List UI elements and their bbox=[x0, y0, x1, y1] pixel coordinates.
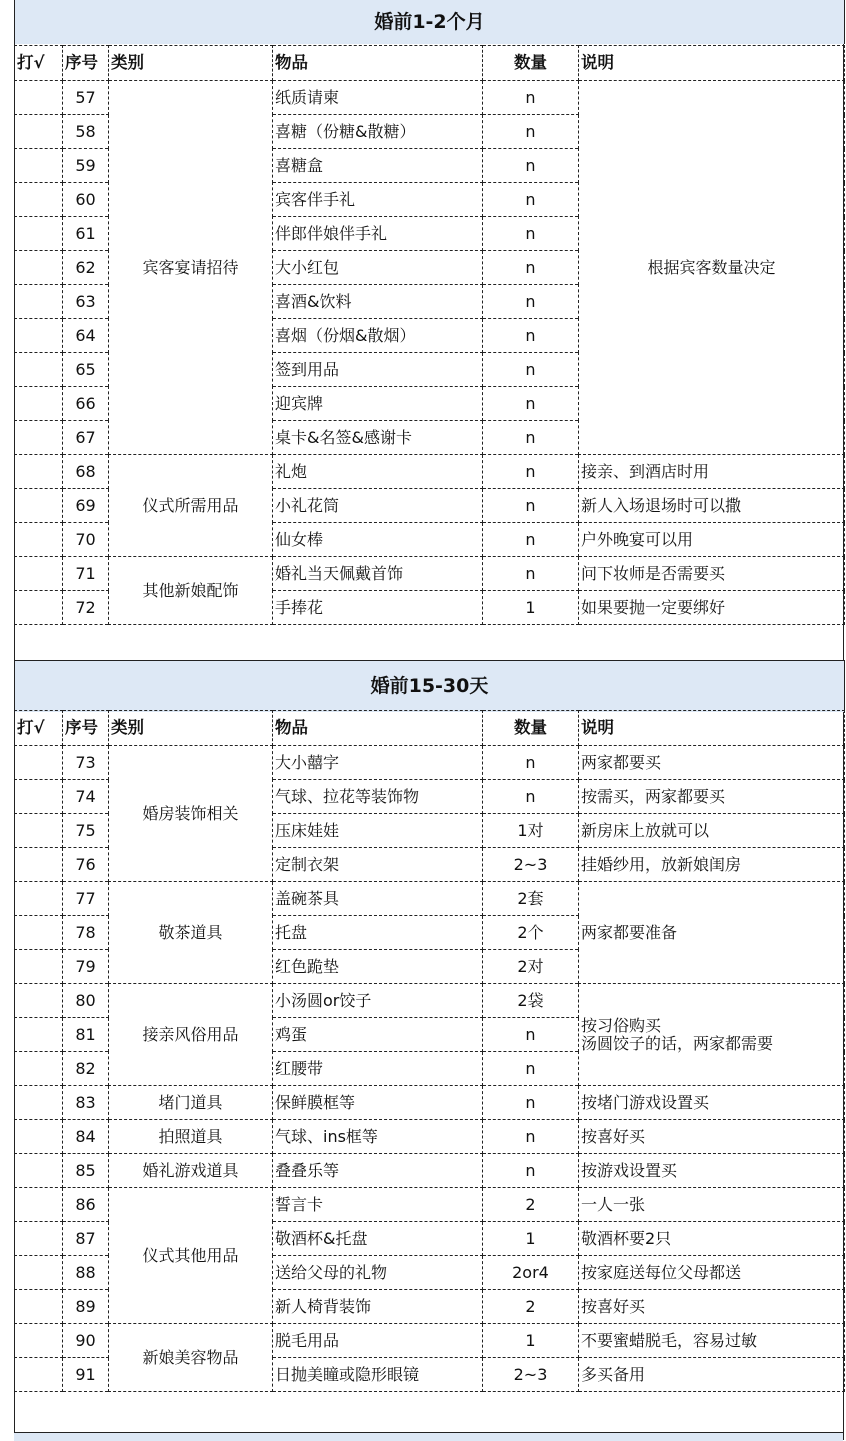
item-name: 纸质请柬 bbox=[273, 81, 483, 115]
item-number: 90 bbox=[63, 1324, 109, 1358]
item-number: 65 bbox=[63, 353, 109, 387]
group-note-line-2: 汤圆饺子的话，两家都需要 bbox=[581, 1033, 774, 1053]
item-quantity: 2~3 bbox=[483, 848, 579, 882]
checkbox-cell[interactable] bbox=[15, 780, 63, 814]
group-note: 两家都要准备 bbox=[581, 922, 678, 942]
checkbox-cell[interactable] bbox=[15, 950, 63, 984]
item-name: 誓言卡 bbox=[273, 1188, 483, 1222]
category-cell: 敬茶道具 bbox=[109, 882, 273, 984]
table-row bbox=[15, 1188, 845, 1222]
item-quantity: n bbox=[483, 421, 579, 455]
item-number: 89 bbox=[63, 1290, 109, 1324]
item-number: 86 bbox=[63, 1188, 109, 1222]
checkbox-cell[interactable] bbox=[15, 1188, 63, 1222]
category-cell: 仪式其他用品 bbox=[109, 1188, 273, 1324]
item-name: 气球、ins框等 bbox=[273, 1120, 483, 1154]
item-quantity: n bbox=[483, 780, 579, 814]
item-quantity: 2个 bbox=[483, 916, 579, 950]
number-header: 序号 bbox=[63, 711, 109, 746]
table-row bbox=[15, 1120, 845, 1154]
item-note: 一人一张 bbox=[579, 1188, 845, 1222]
checkbox-cell[interactable] bbox=[15, 353, 63, 387]
item-number: 58 bbox=[63, 115, 109, 149]
item-name: 红腰带 bbox=[273, 1052, 483, 1086]
checkbox-cell[interactable] bbox=[15, 557, 63, 591]
checkbox-cell[interactable] bbox=[15, 285, 63, 319]
item-number: 77 bbox=[63, 882, 109, 916]
section-title: 婚前15-30天 bbox=[14, 660, 845, 712]
note-header: 说明 bbox=[579, 711, 845, 746]
item-number: 72 bbox=[63, 591, 109, 625]
checklist-table bbox=[14, 710, 845, 1392]
item-number: 70 bbox=[63, 523, 109, 557]
item-quantity: 2~3 bbox=[483, 1358, 579, 1392]
checkbox-cell[interactable] bbox=[15, 1358, 63, 1392]
item-number: 62 bbox=[63, 251, 109, 285]
item-name: 喜糖盒 bbox=[273, 149, 483, 183]
category-cell: 其他新娘配饰 bbox=[109, 557, 273, 625]
number-header: 序号 bbox=[63, 46, 109, 81]
qty-header: 数量 bbox=[483, 711, 579, 746]
item-name: 定制衣架 bbox=[273, 848, 483, 882]
qty-header: 数量 bbox=[483, 46, 579, 81]
checkbox-cell[interactable] bbox=[15, 81, 63, 115]
table-row bbox=[15, 81, 845, 115]
item-number: 59 bbox=[63, 149, 109, 183]
checkbox-cell[interactable] bbox=[15, 421, 63, 455]
item-quantity: n bbox=[483, 115, 579, 149]
item-quantity: n bbox=[483, 1154, 579, 1188]
item-note: 多买备用 bbox=[579, 1358, 845, 1392]
item-note: 新人入场退场时可以撒 bbox=[579, 489, 845, 523]
item-quantity: n bbox=[483, 455, 579, 489]
item-note: 如果要抛一定要绑好 bbox=[579, 591, 845, 625]
item-number: 64 bbox=[63, 319, 109, 353]
checkbox-cell[interactable] bbox=[15, 1154, 63, 1188]
item-name: 大小红包 bbox=[273, 251, 483, 285]
item-name: 托盘 bbox=[273, 916, 483, 950]
item-number: 69 bbox=[63, 489, 109, 523]
checkbox-cell[interactable] bbox=[15, 882, 63, 916]
checkbox-cell[interactable] bbox=[15, 387, 63, 421]
item-name: 保鲜膜框等 bbox=[273, 1086, 483, 1120]
checkbox-cell[interactable] bbox=[15, 591, 63, 625]
checkbox-cell[interactable] bbox=[15, 1120, 63, 1154]
checkbox-cell[interactable] bbox=[15, 814, 63, 848]
item-name: 盖碗茶具 bbox=[273, 882, 483, 916]
item-note: 问下妆师是否需要买 bbox=[579, 557, 845, 591]
check-header: 打√ bbox=[15, 711, 63, 746]
group-note-cell bbox=[579, 81, 845, 455]
item-quantity: n bbox=[483, 285, 579, 319]
item-note: 按游戏设置买 bbox=[579, 1154, 845, 1188]
item-quantity: 2 bbox=[483, 1290, 579, 1324]
item-note: 敬酒杯要2只 bbox=[579, 1222, 845, 1256]
checkbox-cell[interactable] bbox=[15, 1256, 63, 1290]
checkbox-cell[interactable] bbox=[15, 1324, 63, 1358]
category-header: 类别 bbox=[109, 711, 273, 746]
item-number: 76 bbox=[63, 848, 109, 882]
checkbox-cell[interactable] bbox=[15, 455, 63, 489]
item-name: 喜糖（份糖&散糖） bbox=[273, 115, 483, 149]
item-name: 送给父母的礼物 bbox=[273, 1256, 483, 1290]
table-row bbox=[15, 1086, 845, 1120]
table-row bbox=[15, 1154, 845, 1188]
item-note: 按家庭送每位父母都送 bbox=[579, 1256, 845, 1290]
item-name: 叠叠乐等 bbox=[273, 1154, 483, 1188]
item-quantity: n bbox=[483, 557, 579, 591]
checkbox-cell[interactable] bbox=[15, 183, 63, 217]
item-quantity: 2or4 bbox=[483, 1256, 579, 1290]
item-header: 物品 bbox=[273, 46, 483, 81]
item-name: 日抛美瞳或隐形眼镜 bbox=[273, 1358, 483, 1392]
table-row bbox=[15, 984, 845, 1018]
item-number: 75 bbox=[63, 814, 109, 848]
item-number: 80 bbox=[63, 984, 109, 1018]
item-quantity: 2 bbox=[483, 1188, 579, 1222]
item-name: 伴郎伴娘伴手礼 bbox=[273, 217, 483, 251]
group-note: 按习俗购买 bbox=[581, 1015, 662, 1035]
checkbox-cell[interactable] bbox=[15, 217, 63, 251]
category-cell: 拍照道具 bbox=[109, 1120, 273, 1154]
item-number: 73 bbox=[63, 746, 109, 780]
table-row bbox=[15, 882, 845, 916]
checkbox-cell[interactable] bbox=[15, 115, 63, 149]
item-quantity: n bbox=[483, 183, 579, 217]
item-number: 71 bbox=[63, 557, 109, 591]
checkbox-cell[interactable] bbox=[15, 489, 63, 523]
item-number: 87 bbox=[63, 1222, 109, 1256]
item-name: 喜酒&饮料 bbox=[273, 285, 483, 319]
item-number: 81 bbox=[63, 1018, 109, 1052]
item-name: 迎宾牌 bbox=[273, 387, 483, 421]
group-note-cell bbox=[579, 882, 845, 984]
item-name: 鸡蛋 bbox=[273, 1018, 483, 1052]
item-quantity: n bbox=[483, 1120, 579, 1154]
item-quantity: n bbox=[483, 149, 579, 183]
item-name: 红色跪垫 bbox=[273, 950, 483, 984]
item-name: 小礼花筒 bbox=[273, 489, 483, 523]
checklist-table bbox=[14, 45, 845, 625]
item-quantity: n bbox=[483, 81, 579, 115]
item-quantity: n bbox=[483, 387, 579, 421]
item-quantity: 2套 bbox=[483, 882, 579, 916]
check-header: 打√ bbox=[15, 46, 63, 81]
item-name: 小汤圆or饺子 bbox=[273, 984, 483, 1018]
item-quantity: n bbox=[483, 1086, 579, 1120]
item-header: 物品 bbox=[273, 711, 483, 746]
category-cell: 宾客宴请招待 bbox=[109, 81, 273, 455]
item-number: 68 bbox=[63, 455, 109, 489]
note-header: 说明 bbox=[579, 46, 845, 81]
item-number: 63 bbox=[63, 285, 109, 319]
checkbox-cell[interactable] bbox=[15, 1052, 63, 1086]
group-note: 根据宾客数量决定 bbox=[647, 257, 776, 277]
item-quantity: 2袋 bbox=[483, 984, 579, 1018]
item-name: 敬酒杯&托盘 bbox=[273, 1222, 483, 1256]
item-quantity: n bbox=[483, 319, 579, 353]
checkbox-cell[interactable] bbox=[15, 523, 63, 557]
item-quantity: 2对 bbox=[483, 950, 579, 984]
item-name: 签到用品 bbox=[273, 353, 483, 387]
checkbox-cell[interactable] bbox=[15, 1222, 63, 1256]
header-row bbox=[15, 711, 845, 746]
item-quantity: 1 bbox=[483, 1324, 579, 1358]
item-name: 脱毛用品 bbox=[273, 1324, 483, 1358]
item-note: 按需买，两家都要买 bbox=[579, 780, 845, 814]
section-title: 婚前1-2个月 bbox=[14, 0, 845, 44]
checkbox-cell[interactable] bbox=[15, 319, 63, 353]
item-note: 两家都要买 bbox=[579, 746, 845, 780]
item-number: 84 bbox=[63, 1120, 109, 1154]
item-number: 57 bbox=[63, 81, 109, 115]
item-note: 接亲、到酒店时用 bbox=[579, 455, 845, 489]
item-number: 66 bbox=[63, 387, 109, 421]
item-quantity: n bbox=[483, 353, 579, 387]
item-number: 74 bbox=[63, 780, 109, 814]
item-number: 79 bbox=[63, 950, 109, 984]
category-cell: 接亲风俗用品 bbox=[109, 984, 273, 1086]
item-note: 按喜好买 bbox=[579, 1120, 845, 1154]
category-cell: 堵门道具 bbox=[109, 1086, 273, 1120]
item-note: 按堵门游戏设置买 bbox=[579, 1086, 845, 1120]
checkbox-cell[interactable] bbox=[15, 1290, 63, 1324]
category-cell: 婚礼游戏道具 bbox=[109, 1154, 273, 1188]
item-name: 大小囍字 bbox=[273, 746, 483, 780]
table-row bbox=[15, 557, 845, 591]
item-quantity: 1 bbox=[483, 591, 579, 625]
group-note-cell bbox=[579, 984, 845, 1086]
item-quantity: n bbox=[483, 523, 579, 557]
item-name: 压床娃娃 bbox=[273, 814, 483, 848]
checkbox-cell[interactable] bbox=[15, 984, 63, 1018]
item-number: 61 bbox=[63, 217, 109, 251]
item-number: 82 bbox=[63, 1052, 109, 1086]
item-number: 91 bbox=[63, 1358, 109, 1392]
item-number: 83 bbox=[63, 1086, 109, 1120]
table-row bbox=[15, 455, 845, 489]
item-number: 78 bbox=[63, 916, 109, 950]
item-quantity: n bbox=[483, 217, 579, 251]
checkbox-cell[interactable] bbox=[15, 1018, 63, 1052]
item-note: 新房床上放就可以 bbox=[579, 814, 845, 848]
item-name: 礼炮 bbox=[273, 455, 483, 489]
checkbox-cell[interactable] bbox=[15, 746, 63, 780]
table-row bbox=[15, 746, 845, 780]
item-quantity: n bbox=[483, 746, 579, 780]
category-header: 类别 bbox=[109, 46, 273, 81]
item-name: 喜烟（份烟&散烟） bbox=[273, 319, 483, 353]
item-name: 手捧花 bbox=[273, 591, 483, 625]
header-row bbox=[15, 46, 845, 81]
item-quantity: n bbox=[483, 1018, 579, 1052]
item-note: 不要蜜蜡脱毛，容易过敏 bbox=[579, 1324, 845, 1358]
item-quantity: 1对 bbox=[483, 814, 579, 848]
category-cell: 新娘美容物品 bbox=[109, 1324, 273, 1392]
item-name: 婚礼当天佩戴首饰 bbox=[273, 557, 483, 591]
checkbox-cell[interactable] bbox=[15, 1086, 63, 1120]
checkbox-cell[interactable] bbox=[15, 916, 63, 950]
item-number: 67 bbox=[63, 421, 109, 455]
checkbox-cell[interactable] bbox=[15, 149, 63, 183]
item-note: 按喜好买 bbox=[579, 1290, 845, 1324]
item-note: 挂婚纱用，放新娘闺房 bbox=[579, 848, 845, 882]
item-number: 60 bbox=[63, 183, 109, 217]
item-name: 桌卡&名签&感谢卡 bbox=[273, 421, 483, 455]
table-row bbox=[15, 1324, 845, 1358]
item-quantity: 1 bbox=[483, 1222, 579, 1256]
item-note: 户外晚宴可以用 bbox=[579, 523, 845, 557]
item-name: 新人椅背装饰 bbox=[273, 1290, 483, 1324]
category-cell: 仪式所需用品 bbox=[109, 455, 273, 557]
item-name: 宾客伴手礼 bbox=[273, 183, 483, 217]
item-number: 88 bbox=[63, 1256, 109, 1290]
item-name: 仙女棒 bbox=[273, 523, 483, 557]
checkbox-cell[interactable] bbox=[15, 848, 63, 882]
checkbox-cell[interactable] bbox=[15, 251, 63, 285]
category-cell: 婚房装饰相关 bbox=[109, 746, 273, 882]
item-quantity: n bbox=[483, 489, 579, 523]
item-name: 气球、拉花等装饰物 bbox=[273, 780, 483, 814]
item-quantity: n bbox=[483, 1052, 579, 1086]
item-quantity: n bbox=[483, 251, 579, 285]
item-number: 85 bbox=[63, 1154, 109, 1188]
